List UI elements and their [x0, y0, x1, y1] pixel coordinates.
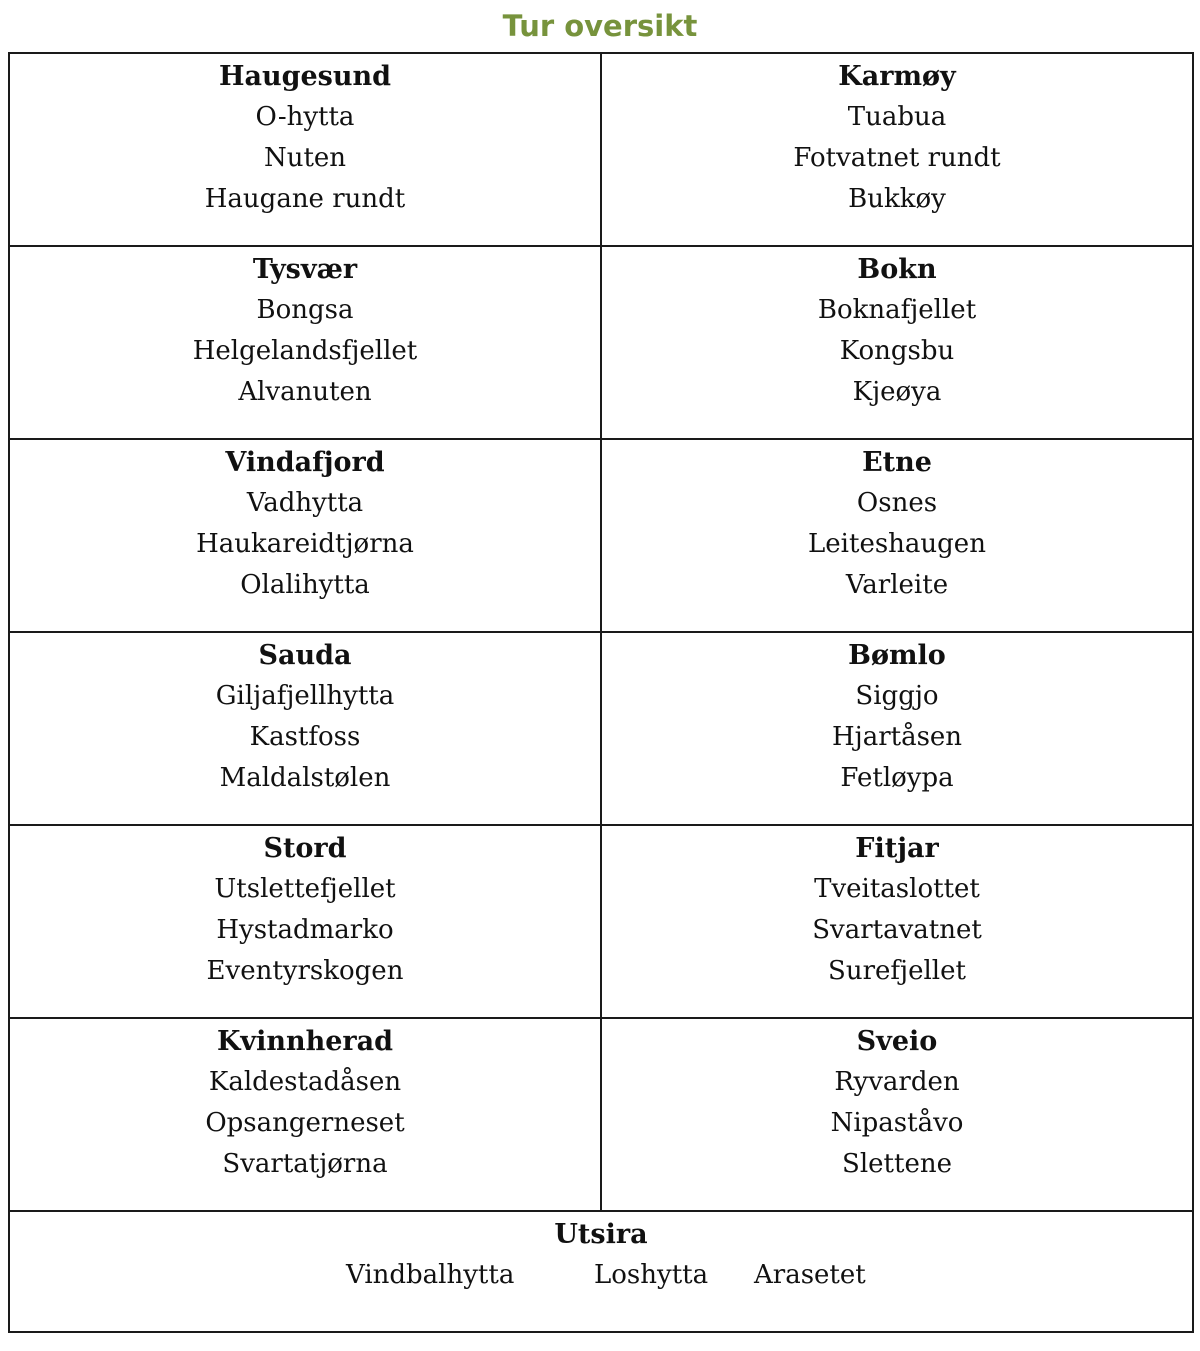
- trip-item: Kjeøya: [852, 377, 942, 407]
- region-cell-sauda: [10, 633, 602, 824]
- trip-item: Kastfoss: [249, 722, 361, 752]
- trip-item: Hjartåsen: [831, 722, 963, 752]
- trip-item: Svartavatnet: [812, 915, 982, 945]
- trip-item: Haugane rundt: [204, 184, 406, 214]
- region-cell-tysvaer: [10, 247, 602, 438]
- trip-item: Maldalstølen: [219, 763, 391, 793]
- trip-item: Olalihytta: [240, 570, 370, 600]
- region-name: Vindafjord: [225, 447, 385, 478]
- trip-item: Osnes: [856, 488, 938, 518]
- trip-item: Opsangerneset: [205, 1108, 405, 1138]
- trip-item: Haukareidtjørna: [196, 529, 414, 559]
- region-name: Fitjar: [855, 833, 939, 864]
- trip-item: Arasetet: [754, 1260, 866, 1290]
- trip-item: Hystadmarko: [216, 915, 394, 945]
- table-row: [10, 633, 1192, 826]
- trip-item: Kaldestadåsen: [208, 1067, 402, 1097]
- trip-item: Varleite: [845, 570, 949, 600]
- trip-item: Vindbalhytta: [346, 1260, 515, 1290]
- region-cell-haugesund: [10, 54, 602, 245]
- trip-item: Boknafjellet: [817, 295, 977, 325]
- trip-item: Fotvatnet rundt: [793, 143, 1001, 173]
- table-row: [10, 54, 1192, 247]
- table-row: [10, 1019, 1192, 1212]
- trip-overview-table: [8, 52, 1194, 1333]
- region-cell-utsira: [10, 1212, 1192, 1331]
- region-name: Bømlo: [848, 640, 946, 671]
- trip-item: Giljafjellhytta: [215, 681, 395, 711]
- trip-item: O-hytta: [255, 102, 355, 132]
- trip-item: Bongsa: [256, 295, 354, 325]
- trip-item: Eventyrskogen: [206, 956, 404, 986]
- trip-item: Tuabua: [847, 102, 947, 132]
- trip-item: Surefjellet: [828, 956, 966, 986]
- region-name: Tysvær: [252, 254, 358, 285]
- table-row: [10, 826, 1192, 1019]
- page-title: Tur oversikt: [502, 9, 698, 43]
- region-cell-stord: [10, 826, 602, 1017]
- region-cell-bokn: [602, 247, 1192, 438]
- trip-item: Nipaståvo: [830, 1108, 964, 1138]
- region-name: Kvinnherad: [216, 1026, 394, 1057]
- trip-item: Vadhytta: [246, 488, 364, 518]
- region-cell-vindafjord: [10, 440, 602, 631]
- trip-item: Helgelandsfjellet: [192, 336, 418, 366]
- region-name: Bokn: [857, 254, 937, 285]
- trip-item: Nuten: [263, 143, 347, 173]
- trip-item: Svartatjørna: [222, 1149, 388, 1179]
- trip-item: Kongsbu: [839, 336, 955, 366]
- region-name: Etne: [862, 447, 932, 478]
- trip-item: Fetløypa: [840, 763, 954, 793]
- table-row: [10, 247, 1192, 440]
- region-cell-bomlo: [602, 633, 1192, 824]
- trip-item: Alvanuten: [238, 377, 372, 407]
- table-row: [10, 440, 1192, 633]
- trip-item: Loshytta: [594, 1260, 709, 1290]
- trip-item: Utslettefjellet: [214, 874, 396, 904]
- region-name: Karmøy: [838, 61, 956, 92]
- region-name: Stord: [263, 833, 347, 864]
- region-cell-fitjar: [602, 826, 1192, 1017]
- trip-item: Tveitaslottet: [814, 874, 980, 904]
- region-name: Sauda: [258, 640, 352, 671]
- trip-item: Ryvarden: [834, 1067, 960, 1097]
- trip-item: Bukkøy: [848, 184, 946, 214]
- region-cell-etne: [602, 440, 1192, 631]
- region-name: Utsira: [554, 1219, 648, 1250]
- trip-item: Siggjo: [855, 681, 939, 711]
- region-name: Haugesund: [218, 61, 392, 92]
- region-name: Sveio: [856, 1026, 938, 1057]
- region-cell-sveio: [602, 1019, 1192, 1210]
- trip-item: Slettene: [842, 1149, 952, 1179]
- region-cell-kvinnherad: [10, 1019, 602, 1210]
- trip-item: Leiteshaugen: [808, 529, 986, 559]
- utsira-trip-list: [10, 1255, 1192, 1296]
- region-cell-karmoy: [602, 54, 1192, 245]
